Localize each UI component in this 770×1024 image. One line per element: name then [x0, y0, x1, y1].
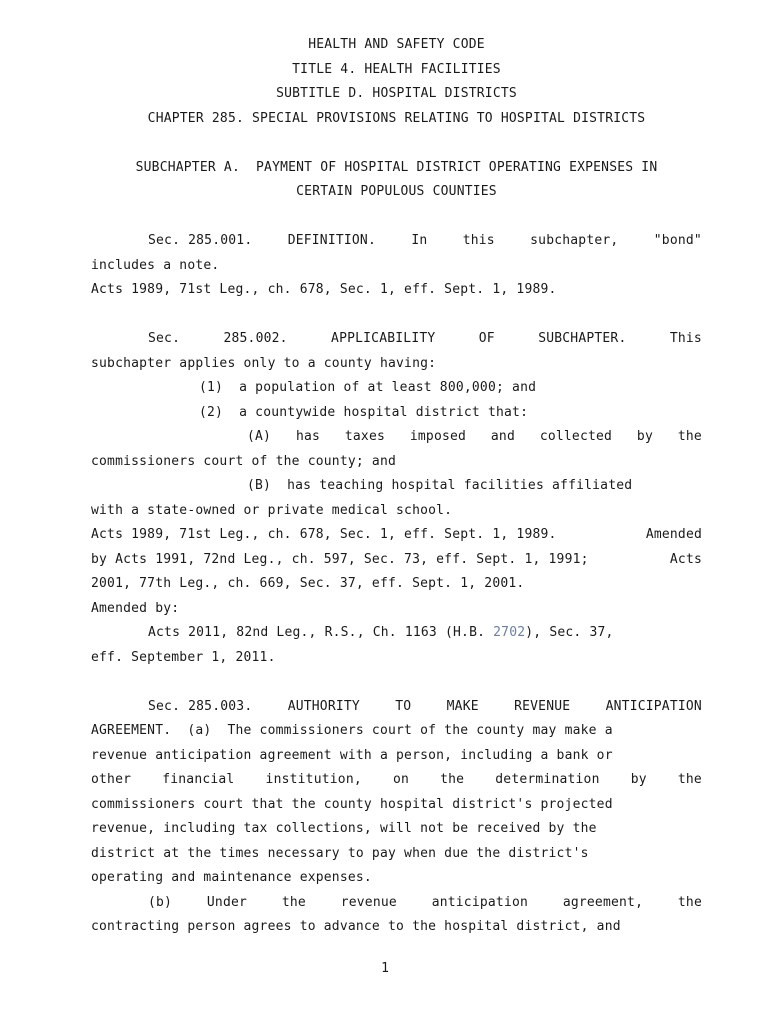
paragraph-b-line-1: (B) has teaching hospital facilities affiliated [247, 478, 633, 493]
section-285-001-line-2: includes a note. [91, 257, 220, 273]
section-285-003-line-1: Sec. 285.003. AUTHORITY TO MAKE REVENUE ANTICIPATION [148, 698, 702, 714]
paragraph-a-line-1: (A) has taxes imposed and collected by the [247, 429, 702, 444]
subdivision-1: (1) a population of at least 800,000; and [199, 380, 537, 395]
paragraph-b-line-2: with a state-owned or private medical school. [91, 502, 453, 518]
subchapter-line-1: SUBCHAPTER A. PAYMENT OF HOSPITAL DISTRICT OPERATING EXPENSES IN [135, 159, 658, 175]
paragraph-a-line-2: commissioners court of the county; and [91, 453, 397, 469]
bill-link[interactable]: 2702 [493, 625, 526, 640]
section-285-003-line-3: revenue anticipation agreement with a person, including a bank or [91, 747, 613, 763]
code-name: HEALTH AND SAFETY CODE [308, 37, 485, 52]
section-285-003-line-7: district at the times necessary to pay when due the district's [91, 845, 589, 861]
section-285-001-history: Acts 1989, 71st Leg., ch. 678, Sec. 1, eff. Sept. 1, 1989. [91, 282, 557, 297]
subchapter-heading [91, 156, 702, 205]
section-285-001 [91, 229, 702, 303]
section-285-003-line-8: operating and maintenance expenses. [91, 870, 372, 885]
amendment-line-2: eff. September 1, 2011. [91, 649, 276, 665]
amended-by-label: Amended by: [91, 600, 180, 616]
section-285-003 [91, 695, 702, 940]
chapter-heading: CHAPTER 285. SPECIAL PROVISIONS RELATING TO HOSPITAL DISTRICTS [147, 110, 646, 126]
section-285-002 [91, 327, 702, 670]
history-line-1: Acts 1989, 71st Leg., ch. 678, Sec. 1, eff. Sept. 1, 1989. Amended [91, 527, 702, 542]
subsection-b-line-1: (b) Under the revenue anticipation agreement, the [148, 894, 702, 910]
subtitle-heading: SUBTITLE D. HOSPITAL DISTRICTS [276, 86, 517, 101]
subchapter-line-2: CERTAIN POPULOUS COUNTIES [296, 184, 497, 199]
code-heading [91, 33, 702, 131]
section-285-003-line-5: commissioners court that the county hospital district's projected [91, 796, 613, 812]
section-285-001-line-1: Sec. 285.001. DEFINITION. In this subchapter, "bond" [148, 233, 702, 248]
section-285-002-line-2: subchapter applies only to a county having: [91, 355, 437, 371]
page-number: 1 [381, 961, 389, 976]
section-285-002-line-1: Sec. 285.002. APPLICABILITY OF SUBCHAPTER. This [148, 331, 702, 346]
document-page [91, 33, 702, 940]
subdivision-2: (2) a countywide hospital district that: [199, 404, 529, 420]
title-heading: TITLE 4. HEALTH FACILITIES [292, 61, 501, 77]
section-285-003-line-4: other financial institution, on the determination by the [91, 772, 702, 787]
history-line-3: 2001, 77th Leg., ch. 669, Sec. 37, eff. Sept. 1, 2001. [91, 576, 525, 591]
history-line-2: by Acts 1991, 72nd Leg., ch. 597, Sec. 73, eff. Sept. 1, 1991; Acts [91, 551, 702, 567]
amendment-line-1: Acts 2011, 82nd Leg., R.S., Ch. 1163 (H.B. 2702), Sec. 37, [148, 625, 614, 640]
section-285-003-line-6: revenue, including tax collections, will not be received by the [91, 821, 597, 836]
subsection-b-line-2: contracting person agrees to advance to the hospital district, and [91, 919, 621, 934]
section-285-003-line-2: AGREEMENT. (a) The commissioners court of the county may make a [91, 723, 613, 738]
